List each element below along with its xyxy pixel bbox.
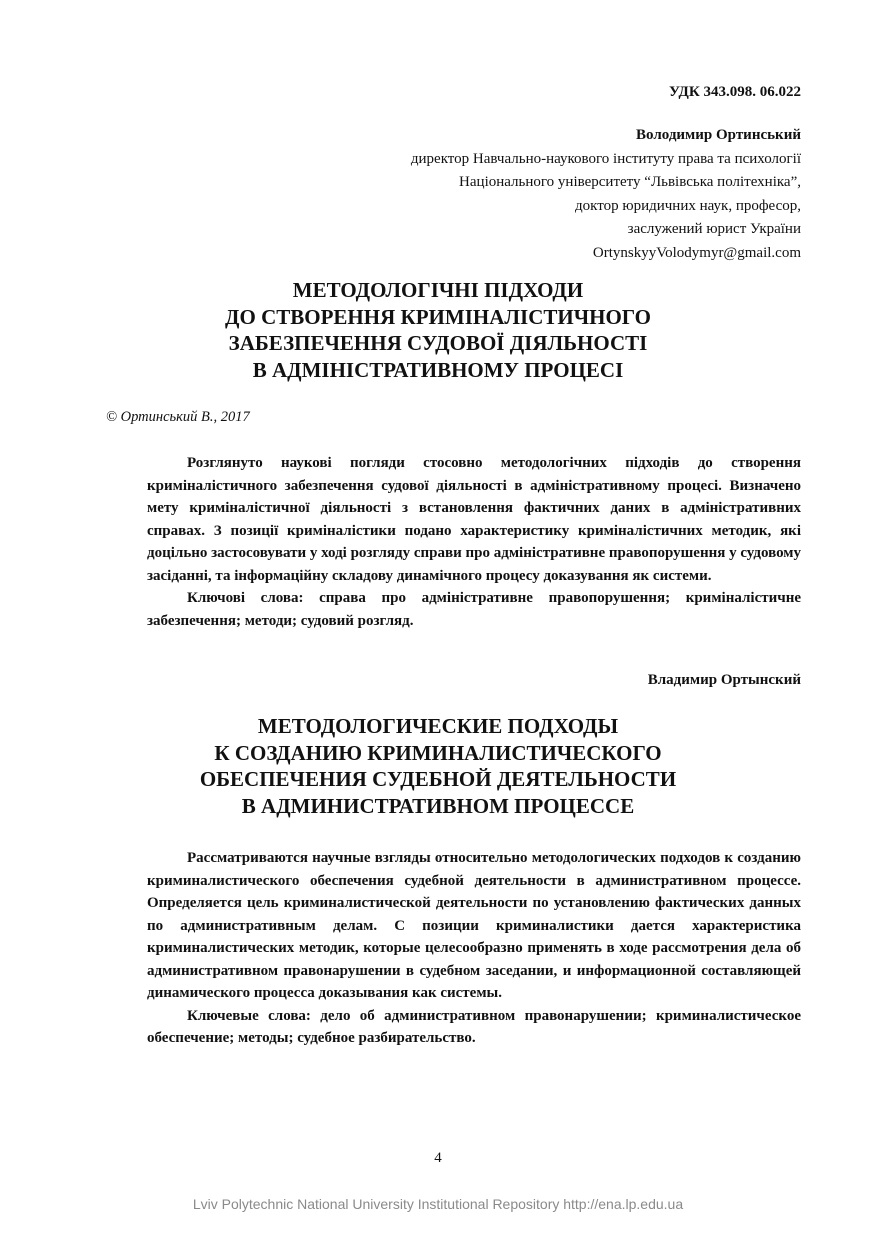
affiliation-line: доктор юридичних наук, професор, — [575, 197, 801, 214]
article-title-uk — [0, 277, 876, 383]
article-title-ru — [0, 713, 876, 819]
copyright-notice: © Ортинський В., 2017 — [106, 409, 250, 425]
title-line: МЕТОДОЛОГИЧЕСКИЕ ПОДХОДЫ — [257, 714, 619, 738]
abstract-uk — [147, 452, 801, 632]
affiliation-line: Національного університету “Львівська політехніка”, — [459, 174, 801, 190]
keywords-label: Ключевые слова: — [187, 1007, 311, 1024]
title-line: В АДМІНІСТРАТИВНОМУ ПРОЦЕСІ — [252, 357, 624, 382]
affiliation-line: заслужений юрист України — [627, 221, 801, 237]
title-line: ЗАБЕЗПЕЧЕННЯ СУДОВОЇ ДІЯЛЬНОСТІ — [228, 331, 648, 355]
title-line: В АДМИНИСТРАТИВНОМ ПРОЦЕССЕ — [241, 793, 635, 818]
author-name-ru: Владимир Ортынский — [647, 672, 801, 688]
title-line: МЕТОДОЛОГІЧНІ ПІДХОДИ — [292, 278, 584, 302]
keywords-label: Ключові слова: — [187, 590, 304, 606]
keywords-uk — [147, 587, 801, 632]
keywords-ru — [147, 1005, 801, 1050]
author-email: OrtynskyyVolodymyr@gmail.com — [592, 244, 801, 261]
affiliation-line: директор Навчально-наукового інституту права та психології — [410, 150, 801, 167]
keywords-text: дело об административном правонарушении; криминалистическое обеспечение; методы; судебное разбирательство. — [147, 1007, 801, 1046]
repository-footer: Lviv Polytechnic National University Institutional Repository http://ena.lp.edu.ua — [192, 1196, 684, 1212]
title-line: ОБЕСПЕЧЕНИЯ СУДЕБНОЙ ДЕЯТЕЛЬНОСТИ — [199, 767, 677, 791]
keywords-text: справа про адміністративне правопорушення; криміналістичне забезпечення; методи; судовий розгляд. — [147, 590, 802, 629]
abstract-text: Рассматриваются научные взгляды относительно методологических подходов к созданию криминалистического обеспечения судебной деятельности в административном процессе. Определяется цель криминалистической деятельности по установлению фактических данных по административным делам. С позиции криминалистики дается характеристика криминалистических методик, которые целесообразно применять в ходе рассмотрения дела об административном правонарушении в судебном заседании, и информационной составляющей динамического процесса доказывания как системы. — [147, 850, 801, 1001]
page-number: 4 — [434, 1150, 442, 1166]
author-name-uk: Володимир Ортинський — [636, 127, 801, 143]
abstract-text: Розглянуто наукові погляди стосовно методологічних підходів до створення криміналістичного забезпечення судової діяльності в адміністративному процесі. Визначено мету криміналістичної діяльності з встановлення фактичних даних в адміністративних справах. З позиції криміналістики подано характеристику криміналістичних методик, які доцільно застосовувати у ході розгляду справи про адміністративне правопорушення у судовому засіданні, та інформаційну складову динамічного процесу доказування як системи. — [147, 455, 802, 584]
author-affiliation-uk — [411, 124, 801, 265]
title-line: К СОЗДАНИЮ КРИМИНАЛИСТИЧЕСКОГО — [214, 740, 662, 765]
abstract-ru — [147, 847, 801, 1050]
udk-code: УДК 343.098. 06.022 — [669, 84, 801, 100]
title-line: ДО СТВОРЕННЯ КРИМІНАЛІСТИЧНОГО — [225, 304, 651, 329]
